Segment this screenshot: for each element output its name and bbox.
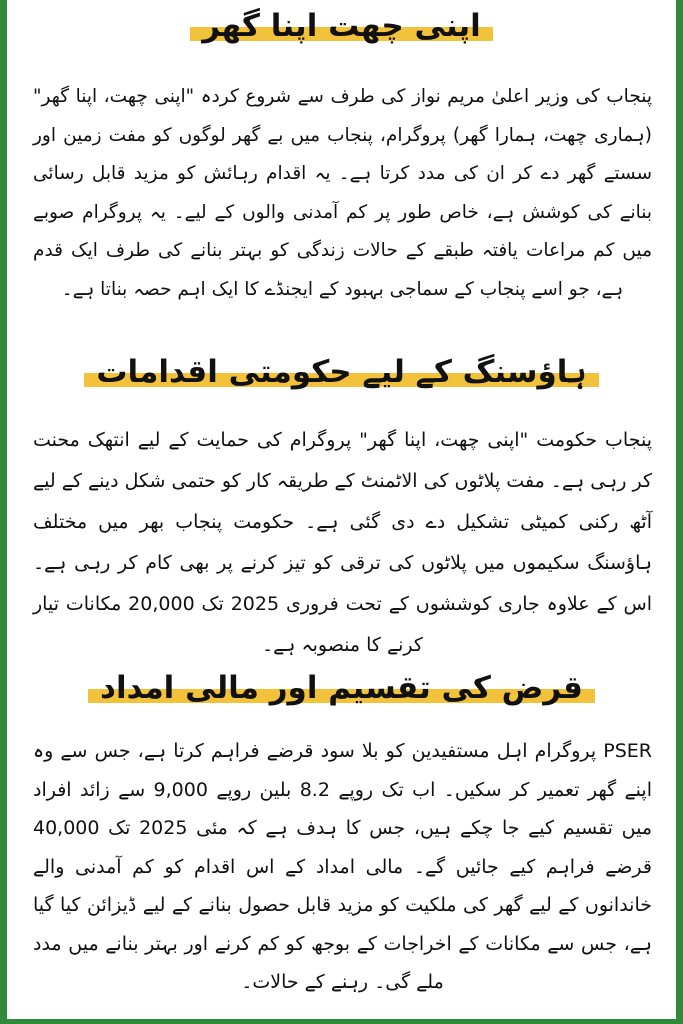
section-2-body: پنجاب حکومت "اپنی چھت، اپنا گھر" پروگرام کی حمایت کے لیے انتھک محنت کر رہی ہے۔ مفت پلاٹوں کی الاٹمنٹ کے طریقہ کار کو حتمی شکل دینے کے لیے آٹھ رکنی کمیٹی تشکیل دے دی گئی ہے۔ حکومت پنجاب بھر میں مختلف ہاؤسنگ سکیموں میں پلاٹوں کی ترقی کو تیز کرنے پر بھی کام کر رہی ہے۔ اس کے علاوہ جاری کوششوں کے تحت فروری 2025 تک 20,000 مکانات تیار کرنے کا منصوبہ ہے۔ — [33, 429, 652, 656]
section-3-heading-wrap — [7, 668, 676, 708]
section-1-body: پنجاب کی وزیر اعلیٰ مریم نواز کی طرف سے شروع کردہ "اپنی چھت، اپنا گھر" (ہماری چھت، ہمارا گھر) پروگرام، پنجاب میں بے گھر لوگوں کو مفت زمین اور سستے گھر دے کر ان کی مدد کرتا ہے۔ یہ اقدام رہائش کو مزید قابل رسائی بنانے کی کوشش ہے، خاص طور پر کم آمدنی والوں کے لیے۔ یہ پروگرام صوبے میں کم مراعات یافتہ طبقے کے حالات زندگی کو بہتر بنانے کی طرف ایک قدم ہے، جو اسے پنجاب کے سماجی بہبود کے ایجنڈے کا ایک اہم حصہ بناتا ہے۔ — [33, 86, 652, 300]
section-1-heading: اپنی چھت اپنا گھر — [190, 6, 493, 46]
section-2-heading-wrap — [7, 352, 676, 392]
section-3-body: PSER پروگرام اہل مستفیدین کو بلا سود قرضے فراہم کرتا ہے، جس سے وہ اپنے گھر تعمیر کر سکیں۔ اب تک روپے 8.2 بلین روپے 9,000 سے زائد افراد میں تقسیم کیے جا چکے ہیں، جس کا ہدف ہے کہ مئی 2025 تک 40,000 قرضے فراہم کیے جائیں گے۔ مالی امداد کے اس اقدام کو کم آمدنی والے خاندانوں کے لیے گھر کی ملکیت کو مزید قابل حصول بنانے کے لیے ڈیزائن کیا گیا ہے، جس سے مکانات کے اخراجات کے بوجھ کو کم کرنے اور بہتر بنانے میں مدد ملے گی۔ رہنے کے حالات۔ — [33, 740, 652, 993]
section-2-heading: ہاؤسنگ کے لیے حکومتی اقدامات — [84, 352, 598, 392]
section-1-heading-wrap — [7, 6, 676, 46]
section-3-heading: قرض کی تقسیم اور مالی امداد — [88, 668, 595, 708]
